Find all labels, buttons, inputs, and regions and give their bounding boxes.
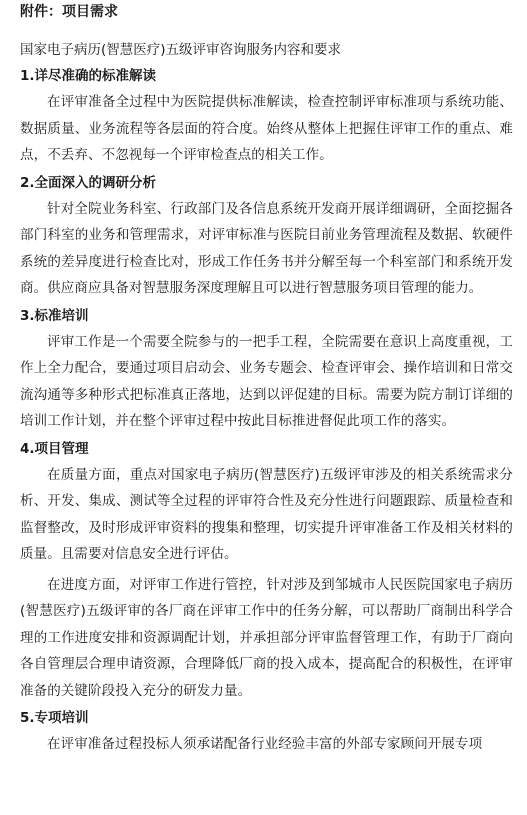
section-paragraph: 在进度方面，对评审工作进行管控，针对涉及到邹城市人民医院国家电子病历(智慧医疗)五级评审的各厂商在评审工作中的任务分解，可以帮助厂商制出科学合理的工作进度安排和资源调配计划，并承担部分评审监督管理工作，有助于厂商向各自管理层合理申请资源，合理降低厂商的投入成本，提高配合的积极性，在评审准备的关键阶段投入充分的研发力量。 [20, 576, 513, 699]
document-title: 国家电子病历(智慧医疗)五级评审咨询服务内容和要求 [20, 42, 342, 58]
section-5 [20, 708, 513, 758]
section-1 [20, 66, 513, 169]
section-paragraph: 在质量方面，重点对国家电子病历(智慧医疗)五级评审涉及的相关系统需求分析、开发、集成、测试等全过程的评审符合性及充分性进行问题跟踪、质量检查和监督整改，及时形成评审资料的搜集和整理，切实提升评审准备工作及相关材料的质量。且需要对信息安全进行评估。 [20, 466, 513, 562]
section-2 [20, 173, 513, 302]
section-3 [20, 306, 513, 435]
section-paragraph: 在评审准备全过程中为医院提供标准解读，检查控制评审标准项与系统功能、数据质量、业务流程等各层面的符合度。始终从整体上把握住评审工作的重点、难点，不丢弃、不忽视每一个评审检查点的相关工作。 [20, 94, 513, 163]
section-heading: 3.标准培训 [20, 307, 89, 324]
section-heading: 4.项目管理 [20, 440, 89, 457]
section-paragraph: 针对全院业务科室、行政部门及各信息系统开发商开展详细调研，全面挖掘各部门科室的业务和管理需求，对评审标准与医院目前业务管理流程及数据、软硬件系统的差异度进行检查比对，形成工作任务书并分解至每一个科室部门和系统开发商。供应商应具备对智慧服务深度理解且可以进行智慧服务项目管理的能力。 [20, 200, 513, 296]
attachment-title: 附件：项目需求 [20, 4, 118, 20]
section-heading: 2.全面深入的调研分析 [20, 174, 157, 191]
section-paragraph: 在评审准备过程投标人须承诺配备行业经验丰富的外部专家顾问开展专项 [47, 736, 483, 752]
section-heading: 1.详尽准确的标准解读 [20, 68, 157, 84]
section-heading: 5.专项培训 [20, 710, 89, 726]
section-paragraph: 评审工作是一个需要全院参与的一把手工程，全院需要在意识上高度重视，工作上全力配合，要通过项目启动会、业务专题会、检查评审会、操作培训和日常交流沟通等多种形式把标准真正落地，达到以评促建的目标。需要为院方制订详细的培训工作计划，并在整个评审过程中按此目标推进督促此项工作的落实。 [20, 333, 513, 429]
section-4 [20, 439, 513, 705]
